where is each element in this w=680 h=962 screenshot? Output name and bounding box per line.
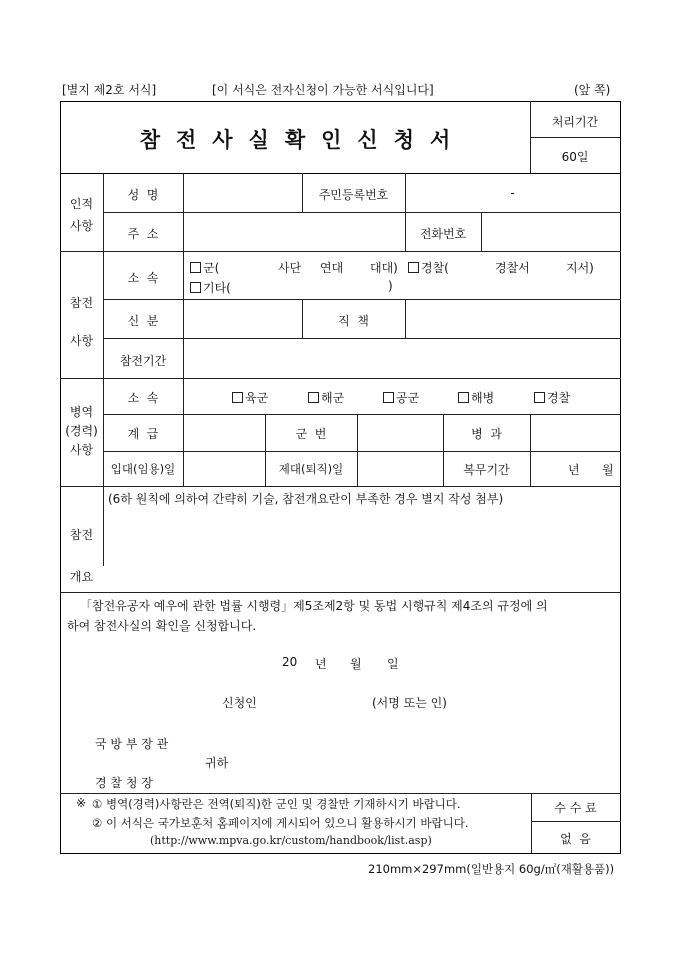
- date-day-unit: 일: [387, 657, 399, 671]
- section-military: 병역 (경력) 사항: [65, 405, 98, 457]
- phone-label: 전화번호: [419, 227, 467, 241]
- page-side: (앞 쪽): [574, 83, 611, 97]
- service-no-field[interactable]: [358, 416, 442, 450]
- specialty-label: 병 과: [471, 427, 502, 441]
- note-1: ① 병역(경력)사항란은 전역(퇴직)한 군인 및 경찰만 기재하시기 바랍니다.: [92, 797, 461, 811]
- addressee-mnd: 국 방 부 장 관: [95, 737, 169, 751]
- checkbox-icon: [190, 262, 201, 273]
- applicant-label: 신청인: [222, 696, 257, 710]
- branch-police[interactable]: 경찰: [534, 389, 570, 406]
- processing-label: 처리기간: [551, 115, 599, 129]
- discharge-label: 제대(퇴직)일: [278, 462, 344, 476]
- service-no-label: 군 번: [295, 427, 327, 441]
- frame-top: [60, 101, 621, 102]
- year-unit: 년: [568, 463, 580, 477]
- checkbox-icon: [534, 392, 545, 403]
- declaration-line1: 「참전유공자 예우에 관한 법률 시행령」제5조제2항 및 동법 시행규칙 제4조의 규정에 의: [80, 599, 548, 613]
- addressee-police: 경 찰 청 장: [95, 776, 153, 790]
- duty-field[interactable]: [406, 301, 619, 337]
- phone-field[interactable]: [482, 214, 619, 250]
- service-period-label: 복무기간: [463, 463, 510, 477]
- rrn-label: 주민등록번호: [318, 188, 389, 202]
- e-filing-note: [이 서식은 전자신청이 가능한 서식입니다]: [212, 83, 434, 97]
- rank-label: 계 급: [127, 427, 159, 441]
- specialty-field[interactable]: [531, 416, 619, 450]
- other-option[interactable]: 기타(: [190, 279, 231, 296]
- processing-value: 60일: [561, 150, 589, 164]
- rrn-field[interactable]: [406, 175, 619, 211]
- checkbox-icon: [232, 392, 243, 403]
- page-title: 참전사실확인신청서: [139, 127, 467, 152]
- date-year: 20: [282, 655, 298, 669]
- enlist-field[interactable]: [184, 453, 264, 485]
- military-affiliation-label: 소 속: [127, 391, 159, 405]
- branch-army[interactable]: 육군: [232, 389, 268, 406]
- address-field[interactable]: [184, 214, 404, 250]
- branch-airforce[interactable]: 공군: [383, 389, 419, 406]
- frame-bottom: [60, 853, 621, 854]
- name-label: 성 명: [127, 188, 159, 202]
- service-period-field[interactable]: [531, 453, 619, 485]
- note-url[interactable]: (http://www.mpva.go.kr/custom/handbook/list.asp): [150, 834, 432, 847]
- checkbox-icon: [190, 282, 201, 293]
- section-summary: 참전 개요: [69, 528, 94, 584]
- enlist-label: 입대(임용)일: [110, 462, 176, 476]
- note-mark: ※: [76, 796, 87, 810]
- checkbox-icon: [308, 392, 319, 403]
- status-field[interactable]: [184, 301, 301, 337]
- regiment-text: 연대: [320, 261, 344, 275]
- paper-spec: 210mm×297mm(일반용지 60g/㎡(재활용품)): [368, 862, 615, 876]
- note-2: ② 이 서식은 국가보훈처 홈페이지에 게시되어 있으니 활용하시기 바랍니다.: [92, 816, 469, 830]
- fee-value: 없 음: [560, 832, 591, 846]
- section-personal: 인적 사항: [69, 197, 94, 233]
- date-year-unit: 년: [315, 657, 327, 671]
- section-participation: 참전 사항: [69, 296, 94, 348]
- checkbox-icon: [458, 392, 469, 403]
- rrn-dash: -: [510, 186, 515, 200]
- form-number: [별지 제2호 서식]: [62, 83, 157, 97]
- branch-navy[interactable]: 해군: [308, 389, 344, 406]
- other-close: ): [388, 279, 393, 293]
- discharge-field[interactable]: [358, 453, 442, 485]
- signature-note: (서명 또는 인): [372, 696, 447, 710]
- police-option[interactable]: 경찰(: [408, 259, 449, 276]
- checkbox-icon: [408, 262, 419, 273]
- status-label: 신 분: [127, 314, 159, 328]
- frame-right: [620, 101, 621, 853]
- affiliation-label: 소 속: [127, 271, 159, 285]
- address-label: 주 소: [127, 227, 159, 241]
- police-station-text: 경찰서: [495, 261, 530, 275]
- applicant-field[interactable]: [261, 690, 361, 710]
- checkbox-icon: [383, 392, 394, 403]
- rank-field[interactable]: [184, 416, 264, 450]
- month-unit: 월: [602, 463, 614, 477]
- summary-instruction: (6하 원칙에 의하여 간략히 기술, 참전개요란이 부족한 경우 별지 작성 첨부): [108, 492, 504, 506]
- branch-marines[interactable]: 해병: [458, 389, 494, 406]
- army-option[interactable]: 군(: [190, 259, 219, 276]
- summary-field[interactable]: [104, 508, 619, 590]
- battalion-text: 대대): [370, 261, 398, 275]
- duty-label: 직 책: [338, 314, 369, 328]
- declaration-line2: 하여 참전사실의 확인을 신청합니다.: [67, 619, 257, 633]
- branch-office-text: 지서): [566, 261, 594, 275]
- name-field[interactable]: [184, 175, 301, 211]
- period-field[interactable]: [184, 340, 619, 377]
- date-month-unit: 월: [350, 657, 362, 671]
- division-text: 사단: [278, 261, 302, 275]
- addressee-to: 귀하: [205, 756, 229, 770]
- fee-label: 수 수 료: [554, 801, 597, 815]
- period-label: 참전기간: [119, 354, 167, 368]
